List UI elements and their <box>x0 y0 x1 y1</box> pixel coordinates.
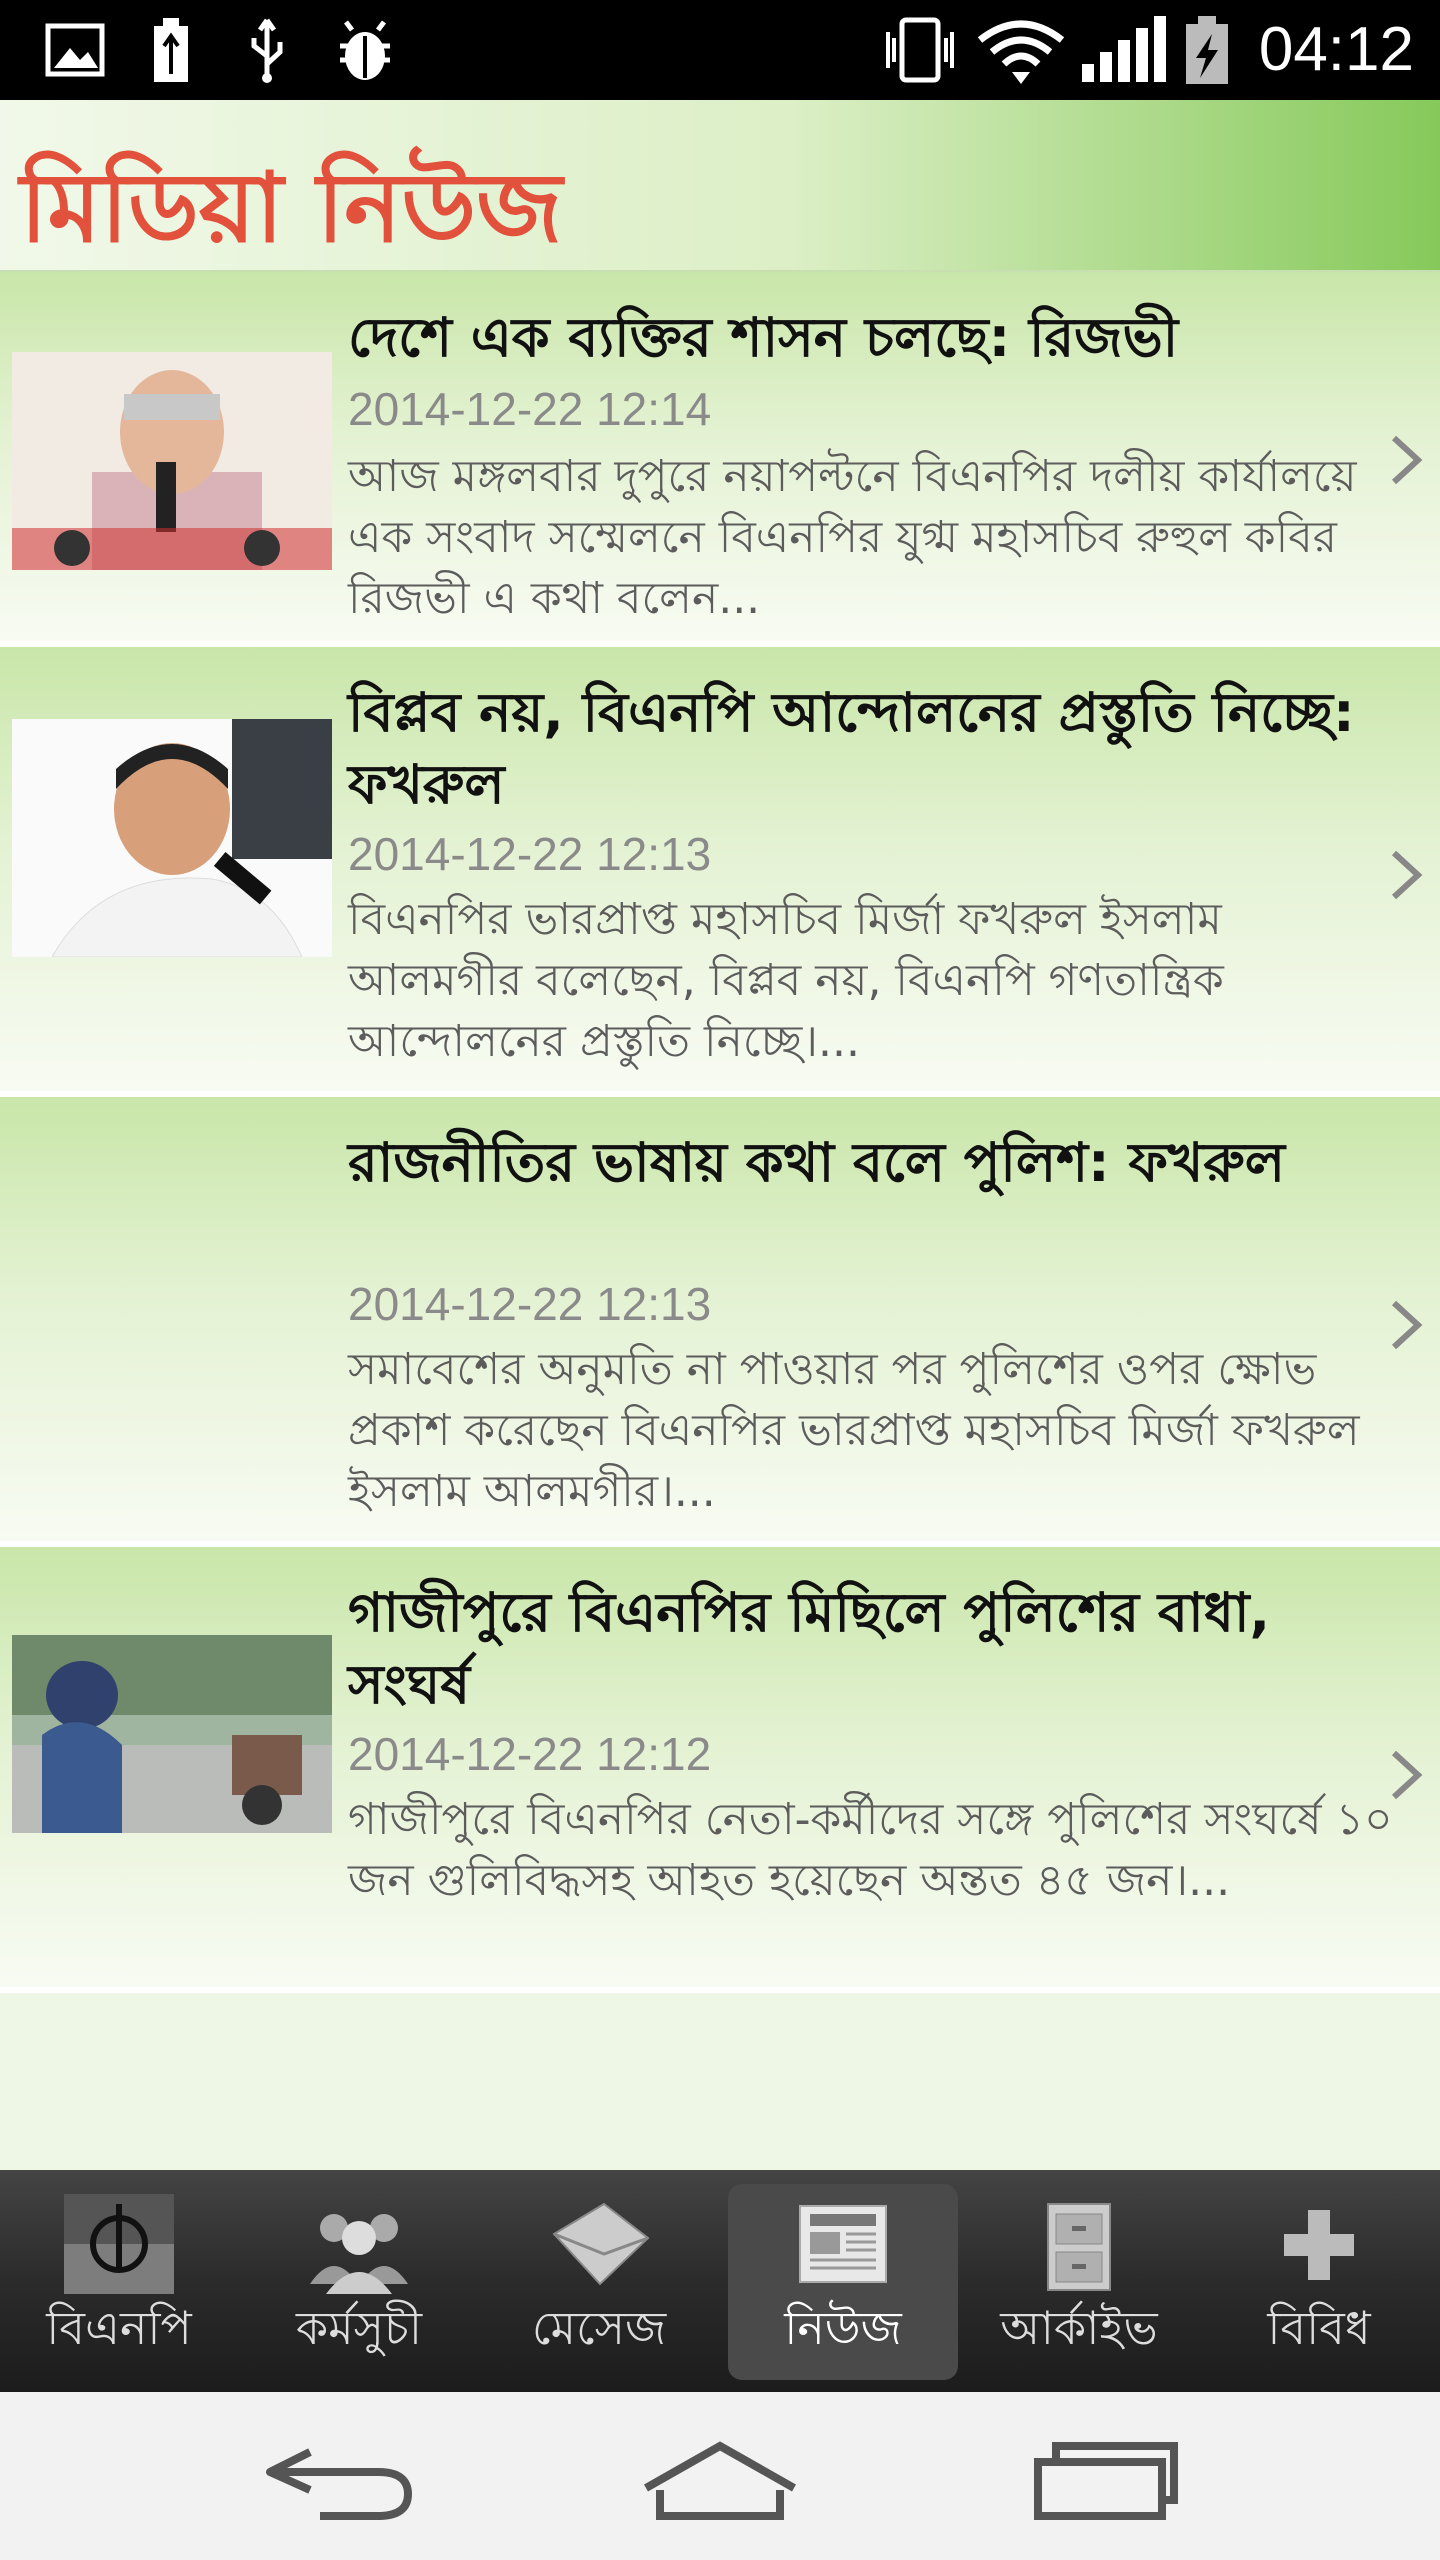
chevron-right-icon <box>1386 1747 1426 1803</box>
news-item[interactable] <box>0 272 1440 647</box>
tab-bnp[interactable] <box>4 2170 234 2392</box>
tab-program[interactable] <box>244 2170 474 2392</box>
chevron-right-icon <box>1386 1297 1426 1353</box>
tab-misc[interactable] <box>1204 2170 1434 2392</box>
image-icon <box>44 16 106 84</box>
news-summary: বিএনপির ভারপ্রাপ্ত মহাসচিব মির্জা ফখরুল ইসলাম আলমগীর বলেছেন, বিপ্লব নয়, বিএনপি গণতান্ত্রিক আন্দোলনের প্রস্তুতি নিচ্ছে।... <box>348 894 1224 1067</box>
tab-label: আর্কাইভ <box>1000 2301 1158 2355</box>
people-group-icon <box>304 2194 414 2294</box>
app-header <box>0 100 1440 272</box>
status-time: 04:12 <box>1258 15 1414 84</box>
bottom-tab-bar <box>0 2170 1440 2392</box>
news-title: বিপ্লব নয়, বিএনপি আন্দোলনের প্রস্তুতি নিচ্ছে: ফখরুল <box>348 681 1355 816</box>
tab-label: কর্মসুচী <box>295 2301 423 2355</box>
party-logo-icon <box>64 2194 174 2294</box>
chevron-right-icon <box>1386 432 1426 488</box>
usb-battery-icon <box>148 16 194 84</box>
battery-charging-icon <box>1184 16 1230 84</box>
chevron-right-icon <box>1386 847 1426 903</box>
news-time: 2014-12-22 12:14 <box>348 383 712 435</box>
news-item[interactable] <box>0 647 1440 1097</box>
status-bar <box>0 0 1440 100</box>
tab-message[interactable] <box>484 2170 714 2392</box>
usb-icon <box>242 16 292 84</box>
tab-label: বিবিধ <box>1267 2301 1371 2355</box>
recent-apps-icon[interactable] <box>1010 2432 1190 2522</box>
news-title: রাজনীতির ভাষায় কথা বলে পুলিশ: ফখরুল <box>348 1131 1286 1194</box>
news-time: 2014-12-22 12:13 <box>348 1278 712 1330</box>
page-title: মিডিয়া নিউজ <box>20 152 563 264</box>
tab-label: নিউজ <box>784 2301 902 2355</box>
signal-icon <box>1080 16 1166 84</box>
news-summary: গাজীপুরে বিএনপির নেতা-কর্মীদের সঙ্গে পুলিশের সংঘর্ষে ১০ জন গুলিবিদ্ধসহ আহত হয়েছেন অন্তত ৪৫ জন।... <box>348 1794 1393 1906</box>
android-debug-icon <box>330 16 400 84</box>
news-summary: আজ মঙ্গলবার দুপুরে নয়াপল্টনে বিএনপির দলীয় কার্যালয়ে এক সংবাদ সম্মেলনে বিএনপির যুগ্ম মহাসচিব রুহুল কবির রিজভী এ কথা বলেন... <box>348 451 1357 624</box>
news-time: 2014-12-22 12:12 <box>348 1728 712 1780</box>
news-title: গাজীপুরে বিএনপির মিছিলে পুলিশের বাধা, সংঘর্ষ <box>348 1581 1271 1716</box>
home-icon[interactable] <box>630 2432 810 2522</box>
wifi-icon <box>976 16 1066 84</box>
tab-archive[interactable] <box>964 2170 1194 2392</box>
news-thumbnail <box>12 352 332 570</box>
plus-icon <box>1264 2194 1374 2294</box>
news-item[interactable] <box>0 1097 1440 1547</box>
envelope-icon <box>544 2194 654 2294</box>
tab-news[interactable] <box>728 2184 958 2380</box>
news-summary: সমাবেশের অনুমতি না পাওয়ার পর পুলিশের ওপর ক্ষোভ প্রকাশ করেছেন বিএনপির ভারপ্রাপ্ত মহাসচিব মির্জা ফখরুল ইসলাম আলমগীর।... <box>348 1344 1360 1517</box>
tab-label: বিএনপি <box>46 2301 192 2355</box>
news-title: দেশে এক ব্যক্তির শাসন চলছে: রিজভী <box>348 306 1179 369</box>
back-icon[interactable] <box>250 2432 430 2522</box>
vibrate-icon <box>880 16 960 84</box>
news-thumbnail <box>12 1635 332 1833</box>
system-nav-bar <box>0 2392 1440 2560</box>
newspaper-icon <box>788 2194 898 2294</box>
news-list <box>0 272 1440 1993</box>
news-thumbnail <box>12 719 332 957</box>
news-time: 2014-12-22 12:13 <box>348 828 712 880</box>
file-cabinet-icon <box>1024 2194 1134 2294</box>
tab-label: মেসেজ <box>531 2301 667 2355</box>
news-item[interactable] <box>0 1547 1440 1993</box>
